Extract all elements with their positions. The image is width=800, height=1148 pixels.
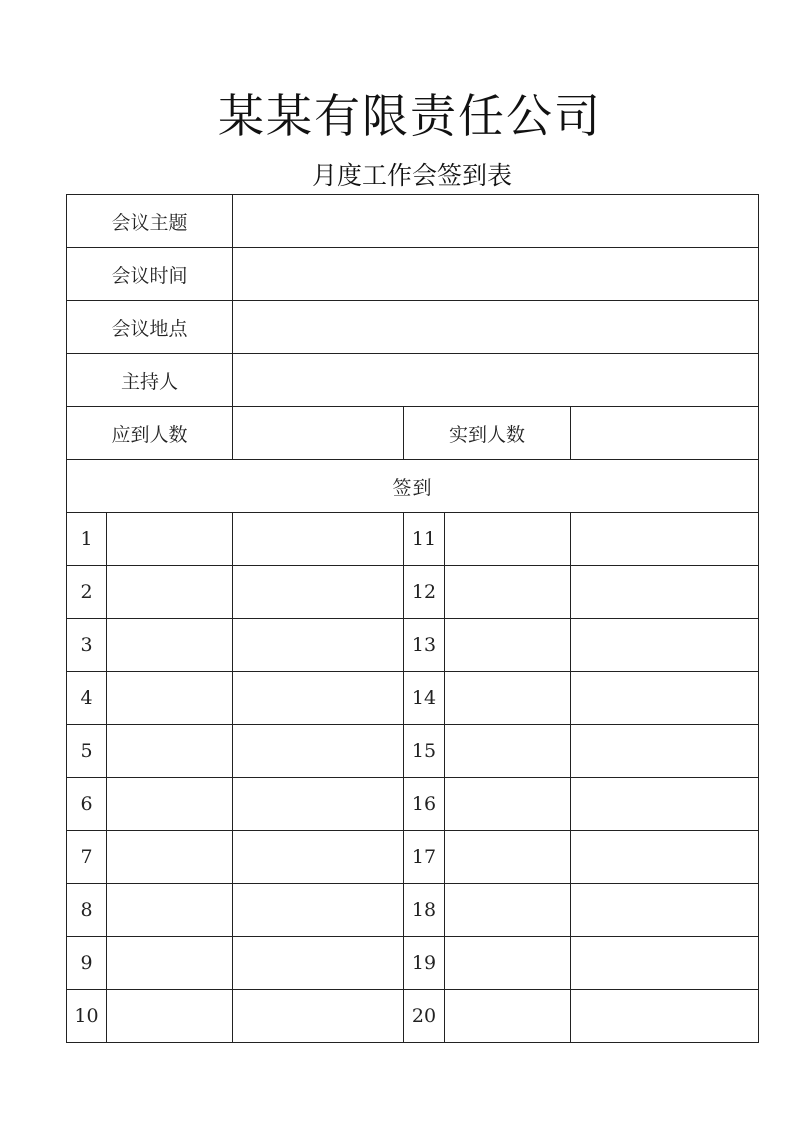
signin-number-right: 13 [404, 619, 445, 672]
signin-signature-field-left[interactable] [233, 725, 404, 778]
signin-signature-field-right[interactable] [571, 884, 759, 937]
signin-number-left: 8 [67, 884, 107, 937]
signin-number-left: 1 [67, 513, 107, 566]
signin-signature-field-right[interactable] [571, 672, 759, 725]
signin-signature-field-right[interactable] [571, 725, 759, 778]
meeting-place-row [67, 301, 759, 354]
signin-number-right: 16 [404, 778, 445, 831]
signin-signature-field-right[interactable] [571, 566, 759, 619]
form-title: 月度工作会签到表 [311, 161, 512, 190]
signin-signature-field-right[interactable] [571, 937, 759, 990]
company-title: 某某有限责任公司 [218, 89, 602, 143]
signin-signature-field-left[interactable] [233, 619, 404, 672]
signin-name-field-left[interactable] [107, 937, 233, 990]
signin-name-field-left[interactable] [107, 884, 233, 937]
actual-count-label: 实到人数 [404, 407, 571, 460]
signin-number-left: 7 [67, 831, 107, 884]
meeting-topic-field[interactable] [233, 195, 759, 248]
signin-signature-field-right[interactable] [571, 990, 759, 1043]
signin-name-field-right[interactable] [445, 566, 571, 619]
signin-name-field-left[interactable] [107, 513, 233, 566]
signin-number-right: 15 [404, 725, 445, 778]
signin-signature-field-right[interactable] [571, 831, 759, 884]
signin-number-right: 12 [404, 566, 445, 619]
signin-name-field-left[interactable] [107, 672, 233, 725]
signin-number-left: 6 [67, 778, 107, 831]
signin-name-field-right[interactable] [445, 672, 571, 725]
signin-name-field-right[interactable] [445, 725, 571, 778]
signin-name-field-left[interactable] [107, 778, 233, 831]
signin-number-right: 20 [404, 990, 445, 1043]
host-row [67, 354, 759, 407]
actual-count-field[interactable] [571, 407, 759, 460]
meeting-time-row [67, 248, 759, 301]
signin-signature-field-right[interactable] [571, 513, 759, 566]
signin-row [67, 619, 759, 672]
signin-name-field-left[interactable] [107, 619, 233, 672]
meeting-place-field[interactable] [233, 301, 759, 354]
signin-signature-field-left[interactable] [233, 937, 404, 990]
signin-signature-field-left[interactable] [233, 672, 404, 725]
signin-signature-field-left[interactable] [233, 778, 404, 831]
signin-row [67, 672, 759, 725]
signin-signature-field-left[interactable] [233, 831, 404, 884]
signin-name-field-right[interactable] [445, 937, 571, 990]
expected-count-label: 应到人数 [67, 407, 233, 460]
signin-number-right: 17 [404, 831, 445, 884]
meeting-topic-row [67, 195, 759, 248]
attendance-count-row [67, 407, 759, 460]
meeting-topic-label: 会议主题 [67, 195, 233, 248]
signin-number-right: 11 [404, 513, 445, 566]
signin-number-right: 19 [404, 937, 445, 990]
signin-row [67, 990, 759, 1043]
signin-number-right: 18 [404, 884, 445, 937]
signin-name-field-right[interactable] [445, 619, 571, 672]
signin-name-field-right[interactable] [445, 884, 571, 937]
meeting-time-field[interactable] [233, 248, 759, 301]
signin-section-label: 签到 [67, 460, 759, 513]
signin-number-left: 9 [67, 937, 107, 990]
signin-name-field-left[interactable] [107, 831, 233, 884]
signin-name-field-right[interactable] [445, 990, 571, 1043]
signin-name-field-left[interactable] [107, 990, 233, 1043]
signin-signature-field-right[interactable] [571, 619, 759, 672]
signin-number-left: 4 [67, 672, 107, 725]
signin-row [67, 937, 759, 990]
signin-signature-field-left[interactable] [233, 884, 404, 937]
signin-row [67, 725, 759, 778]
signin-name-field-left[interactable] [107, 566, 233, 619]
signin-number-left: 10 [67, 990, 107, 1043]
signin-signature-field-left[interactable] [233, 513, 404, 566]
signin-signature-field-left[interactable] [233, 566, 404, 619]
signin-name-field-right[interactable] [445, 831, 571, 884]
host-field[interactable] [233, 354, 759, 407]
signin-number-left: 3 [67, 619, 107, 672]
signin-number-right: 14 [404, 672, 445, 725]
host-label: 主持人 [67, 354, 233, 407]
signin-number-left: 2 [67, 566, 107, 619]
signin-number-left: 5 [67, 725, 107, 778]
sign-in-sheet [66, 194, 759, 1043]
signin-name-field-right[interactable] [445, 778, 571, 831]
signin-signature-field-right[interactable] [571, 778, 759, 831]
signin-name-field-right[interactable] [445, 513, 571, 566]
signin-row [67, 513, 759, 566]
signin-row [67, 831, 759, 884]
signin-row [67, 778, 759, 831]
expected-count-field[interactable] [233, 407, 404, 460]
signin-section-row [67, 460, 759, 513]
meeting-place-label: 会议地点 [67, 301, 233, 354]
signin-row [67, 566, 759, 619]
signin-signature-field-left[interactable] [233, 990, 404, 1043]
meeting-time-label: 会议时间 [67, 248, 233, 301]
signin-name-field-left[interactable] [107, 725, 233, 778]
signin-row [67, 884, 759, 937]
